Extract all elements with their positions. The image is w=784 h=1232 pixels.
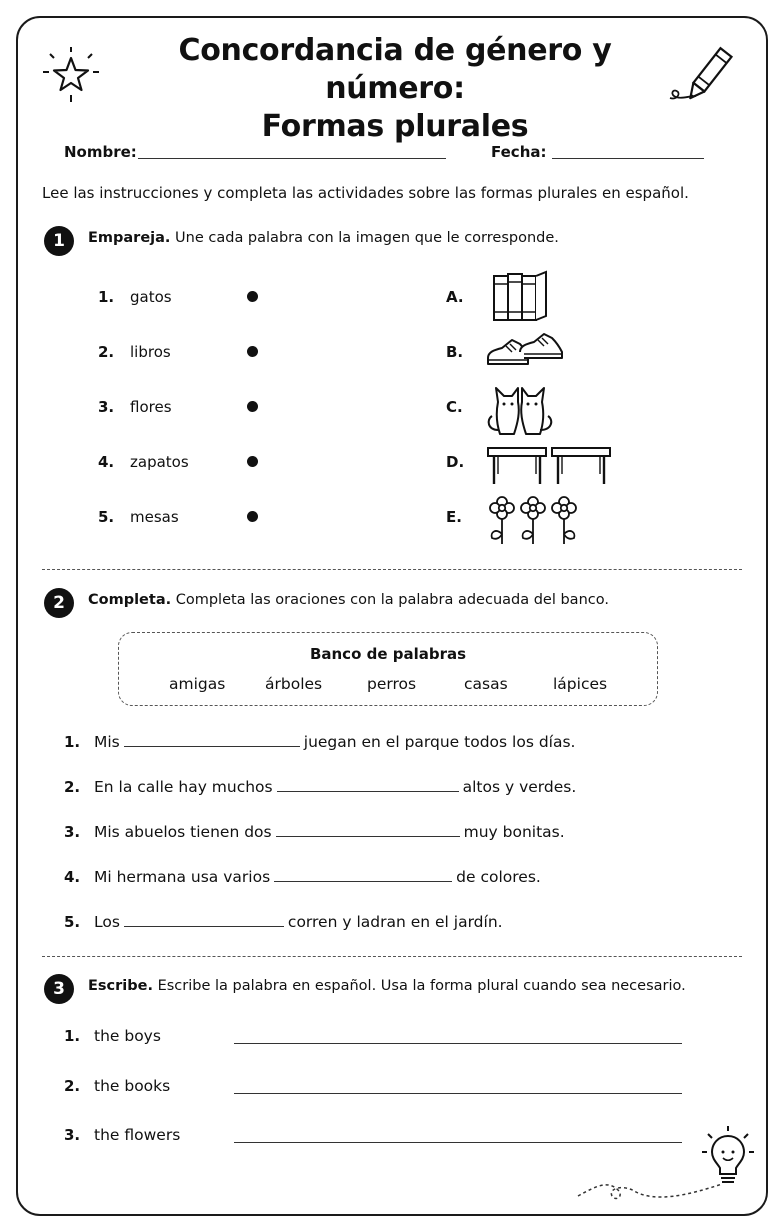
name-label: Nombre:	[64, 143, 137, 161]
sentence-1	[94, 733, 575, 751]
sentence-after: corren y ladran en el jardín.	[287, 913, 503, 931]
match-word-number: 1.	[98, 288, 115, 306]
sentence-after: juegan en el parque todos los días.	[303, 733, 576, 751]
write-number: 2.	[64, 1077, 81, 1095]
tables-icon[interactable]	[484, 444, 614, 488]
section-3-instructions: Escribe la palabra en español. Usa la forma plural cuando sea necesario.	[157, 978, 686, 994]
date-field-line[interactable]	[552, 158, 704, 159]
write-number: 3.	[64, 1126, 81, 1144]
section-divider	[42, 956, 742, 957]
sentence-3	[94, 823, 565, 841]
sentence-blank[interactable]	[274, 868, 452, 882]
match-word-number: 4.	[98, 453, 115, 471]
sentence-number: 1.	[64, 733, 81, 751]
section-1-instructions: Une cada palabra con la imagen que le corresponde.	[175, 230, 559, 246]
sentence-blank[interactable]	[276, 823, 460, 837]
write-answer-line-1[interactable]	[234, 1043, 682, 1044]
option-letter-d: D.	[446, 453, 465, 471]
match-dot-word-3[interactable]	[247, 401, 258, 412]
match-word-number: 5.	[98, 508, 115, 526]
shoes-icon[interactable]	[484, 330, 566, 372]
match-word: zapatos	[130, 453, 189, 471]
section-2-badge: 2	[44, 588, 74, 618]
word-bank	[118, 632, 658, 706]
sentence-before: En la calle hay muchos	[94, 778, 273, 796]
write-phrase: the flowers	[94, 1126, 181, 1144]
section-3-badge: 3	[44, 974, 74, 1004]
match-word-number: 3.	[98, 398, 115, 416]
flowers-icon[interactable]	[486, 496, 582, 548]
star-icon	[40, 46, 102, 104]
page-title	[120, 32, 670, 146]
write-phrase: the boys	[94, 1027, 161, 1045]
write-answer-line-2[interactable]	[234, 1093, 682, 1094]
write-phrase: the books	[94, 1077, 171, 1095]
section-2-instructions: Completa las oraciones con la palabra adecuada del banco.	[175, 592, 609, 608]
match-dot-word-5[interactable]	[247, 511, 258, 522]
sentence-before: Mi hermana usa varios	[94, 868, 271, 886]
name-field-line[interactable]	[138, 158, 446, 159]
sentence-2	[94, 778, 576, 796]
match-dot-word-2[interactable]	[247, 346, 258, 357]
match-dot-word-4[interactable]	[247, 456, 258, 467]
section-3-heading	[88, 978, 686, 994]
sentence-number: 4.	[64, 868, 81, 886]
sentence-blank[interactable]	[277, 778, 459, 792]
sentence-blank[interactable]	[124, 733, 300, 747]
bank-word: árboles	[265, 675, 323, 693]
sentence-before: Mis abuelos tienen dos	[94, 823, 272, 841]
bank-word: lápices	[553, 675, 608, 693]
word-bank-title: Banco de palabras	[309, 645, 467, 663]
bank-word: amigas	[169, 675, 226, 693]
match-word-number: 2.	[98, 343, 115, 361]
match-word: libros	[130, 343, 171, 361]
sentence-4	[94, 868, 541, 886]
option-letter-b: B.	[446, 343, 464, 361]
section-1-badge: 1	[44, 226, 74, 256]
match-word: mesas	[130, 508, 179, 526]
section-3-title: Escribe.	[88, 978, 153, 994]
section-2-title: Completa.	[88, 592, 172, 608]
sentence-after: altos y verdes.	[462, 778, 577, 796]
option-letter-a: A.	[446, 288, 464, 306]
match-word: flores	[130, 398, 172, 416]
option-letter-c: C.	[446, 398, 463, 416]
sentence-number: 5.	[64, 913, 81, 931]
cats-icon[interactable]	[484, 382, 556, 440]
section-1-title: Empareja.	[88, 230, 171, 246]
title-line-2: Formas plurales	[261, 109, 529, 144]
section-divider	[42, 569, 742, 570]
pencil-icon	[666, 38, 746, 106]
section-2-heading	[88, 592, 609, 608]
sentence-5	[94, 913, 503, 931]
title-line-1: Concordancia de género y número:	[178, 33, 612, 106]
sentence-after: muy bonitas.	[463, 823, 565, 841]
sentence-after: de colores.	[456, 868, 541, 886]
books-icon[interactable]	[490, 270, 550, 322]
option-letter-e: E.	[446, 508, 462, 526]
doodle-line	[576, 1176, 726, 1204]
sentence-before: Mis	[94, 733, 120, 751]
write-answer-line-3[interactable]	[234, 1142, 682, 1143]
match-word: gatos	[130, 288, 172, 306]
sentence-number: 2.	[64, 778, 81, 796]
section-1-heading	[88, 230, 559, 246]
instructions-text: Lee las instrucciones y completa las actividades sobre las formas plurales en español.	[42, 184, 689, 202]
write-number: 1.	[64, 1027, 81, 1045]
sentence-number: 3.	[64, 823, 81, 841]
bank-word: perros	[367, 675, 417, 693]
date-label: Fecha:	[491, 143, 547, 161]
sentence-blank[interactable]	[124, 913, 284, 927]
sentence-before: Los	[94, 913, 120, 931]
bank-word: casas	[464, 675, 508, 693]
match-dot-word-1[interactable]	[247, 291, 258, 302]
